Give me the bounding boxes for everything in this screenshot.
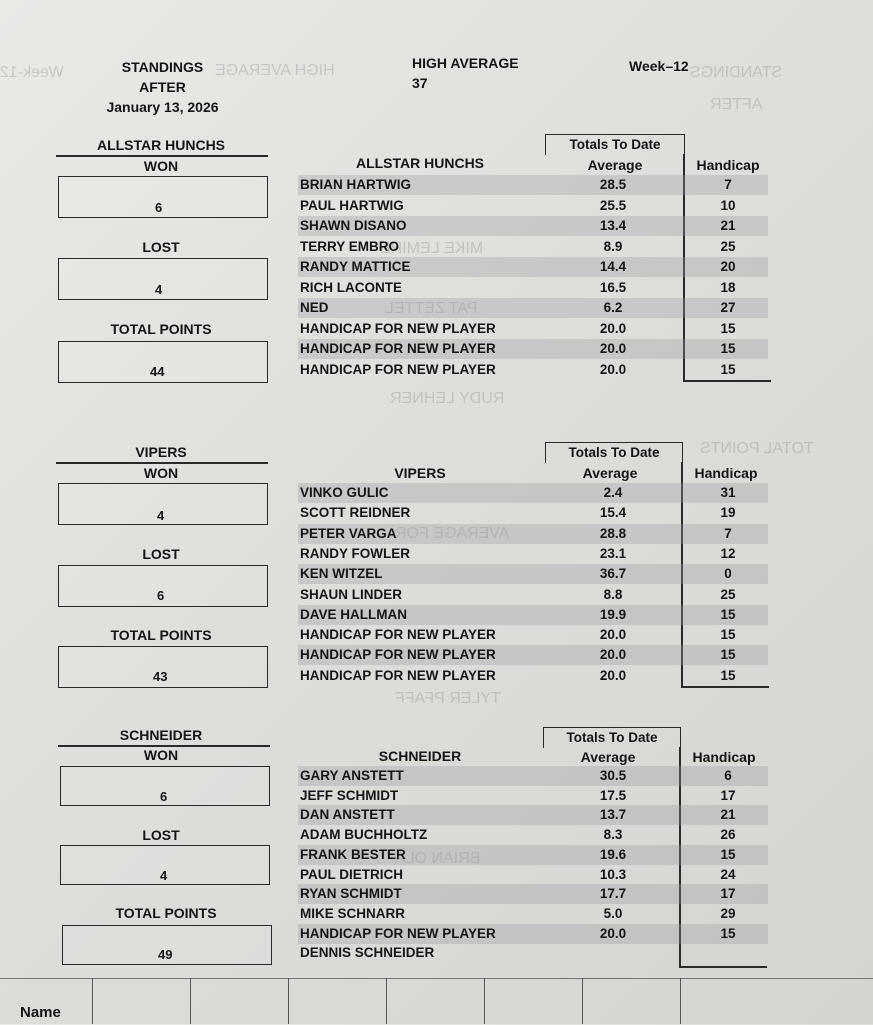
table-row [298,237,768,257]
player-average: 28.8 [599,525,627,541]
player-name: NED [300,300,329,315]
player-average: 5.0 [603,905,623,921]
player-handicap: 26 [720,827,736,843]
player-handicap: 10 [720,197,736,213]
player-handicap: 18 [720,279,736,295]
player-average: 2.4 [603,485,623,500]
player-handicap: 15 [720,925,736,941]
won-label: WON [143,465,179,481]
after-label: AFTER [139,79,186,95]
player-average: 30.5 [599,768,627,783]
player-average: 14.4 [599,259,627,274]
player-average: 13.4 [599,218,627,233]
total-points-label: TOTAL POINTS [110,321,212,337]
high-average-value: 37 [412,75,428,91]
lost-label: LOST [142,239,180,255]
roster-team-name: VIPERS [394,465,446,481]
player-handicap: 15 [720,846,736,862]
player-average: 20.0 [599,667,627,683]
table-row [298,645,768,665]
player-name: DENNIS SCHNEIDER [300,945,435,961]
player-average: 28.5 [599,177,627,192]
table-row [298,924,768,944]
player-name: FRANK BESTER [300,846,406,862]
handicap-header: Handicap [694,465,758,481]
player-name: SHAWN DISANO [300,218,407,233]
total-points-label: TOTAL POINTS [110,627,212,643]
player-average: 19.9 [599,606,627,622]
player-average: 16.5 [599,279,627,295]
player-name: HANDICAP FOR NEW PLAYER [300,627,496,643]
table-row [298,766,768,786]
won-label: WON [143,158,179,174]
table-row [298,666,768,686]
player-handicap: 6 [724,768,732,783]
won-value: 4 [157,508,165,523]
table-row [298,544,768,564]
player-handicap: 15 [720,606,736,622]
player-average: 20.0 [599,320,627,336]
team-name: VIPERS [135,444,187,460]
player-name: PAUL DIETRICH [300,866,404,882]
average-header: Average [582,465,638,481]
player-name: KEN WITZEL [300,566,383,582]
week-label: Week–12 [629,58,689,74]
player-average: 6.2 [603,300,623,315]
table-row [298,805,768,825]
player-name: PETER VARGA [300,525,397,541]
high-average-label: HIGH AVERAGE [412,55,519,71]
player-name: BRIAN HARTWIG [300,177,411,192]
table-row [298,845,768,865]
table-row [298,564,768,584]
standings-label: STANDINGS [121,59,204,75]
total-points-label: TOTAL POINTS [115,905,217,921]
player-name: RYAN SCHMIDT [300,886,402,902]
player-handicap: 21 [720,807,736,823]
player-average: 19.6 [599,846,627,862]
player-name: RICH LACONTE [300,279,402,295]
player-handicap: 15 [720,647,736,663]
player-name: HANDICAP FOR NEW PLAYER [300,361,496,377]
totals-to-date-header: Totals To Date [545,442,683,463]
team-name: ALLSTAR HUNCHS [96,137,226,153]
player-name: ADAM BUCHHOLTZ [300,827,428,843]
average-header: Average [587,157,643,173]
player-average: 8.8 [603,586,623,602]
roster-team-name: SCHNEIDER [378,748,462,764]
handicap-header: Handicap [696,157,760,173]
player-average: 13.7 [599,807,627,823]
player-average: 23.1 [599,545,627,561]
table-row [298,884,768,904]
player-average: 17.5 [599,787,627,803]
player-average: 10.3 [599,866,627,882]
table-row [298,257,768,277]
player-handicap: 25 [720,238,736,254]
won-value: 6 [160,789,168,804]
name-label: Name [20,1004,61,1021]
player-handicap: 15 [720,361,736,377]
total-points-value: 49 [158,947,173,962]
player-name: RANDY MATTICE [300,259,411,274]
player-name: HANDICAP FOR NEW PLAYER [300,647,496,663]
table-row [298,625,768,645]
player-average: 20.0 [599,341,627,356]
table-row [298,825,768,845]
player-name: HANDICAP FOR NEW PLAYER [300,341,496,356]
handicap-header: Handicap [692,749,756,765]
table-row [298,216,768,236]
player-handicap: 15 [720,667,736,683]
table-row [298,585,768,605]
table-row [298,278,768,298]
player-average: 8.9 [603,238,623,254]
table-row [298,483,768,503]
table-row [298,524,768,544]
player-name: HANDICAP FOR NEW PLAYER [300,320,496,336]
player-average: 15.4 [599,505,627,521]
table-row [298,175,768,195]
total-points-value: 44 [150,364,165,379]
player-average: 25.5 [599,197,627,213]
lost-label: LOST [142,827,180,843]
player-handicap: 15 [720,341,736,356]
player-handicap: 19 [720,505,736,521]
team-name: SCHNEIDER [119,727,203,743]
player-handicap: 17 [720,787,736,803]
player-average: 20.0 [599,361,627,377]
player-name: RANDY FOWLER [300,545,410,561]
player-handicap: 7 [724,525,732,541]
table-row [298,319,768,339]
player-handicap: 29 [720,905,736,921]
player-average: 20.0 [599,925,627,941]
player-handicap: 21 [720,218,736,233]
player-handicap: 15 [720,627,736,643]
table-row [298,196,768,216]
lost-label: LOST [142,546,180,562]
player-name: TERRY EMBRO [300,238,400,254]
lost-value: 4 [155,282,163,297]
table-row [298,298,768,318]
won-box [58,176,268,218]
table-row [298,605,768,625]
table-row [298,786,768,806]
player-name: PAUL HARTWIG [300,197,404,213]
player-handicap: 24 [720,866,736,882]
table-row [298,339,768,359]
roster-team-name: ALLSTAR HUNCHS [355,155,485,171]
lost-box [58,258,268,300]
player-name: JEFF SCHMIDT [300,787,399,803]
player-name: HANDICAP FOR NEW PLAYER [300,925,496,941]
player-name: DAVE HALLMAN [300,606,407,622]
total-points-value: 43 [153,669,168,684]
totals-to-date-header: Totals To Date [543,727,681,748]
player-name: SCOTT REIDNER [300,505,411,521]
player-average: 36.7 [599,566,627,582]
player-average: 8.3 [603,827,623,843]
player-handicap: 12 [720,545,736,561]
lost-value: 4 [160,868,168,883]
table-row [298,503,768,523]
player-handicap: 31 [720,485,736,500]
won-value: 6 [155,200,163,215]
player-average: 17.7 [599,886,627,902]
average-header: Average [580,749,636,765]
table-row [298,865,768,885]
table-row [298,943,768,963]
player-name: DAN ANSTETT [300,807,395,823]
won-label: WON [143,747,179,763]
player-name: HANDICAP FOR NEW PLAYER [300,667,496,683]
player-average: 20.0 [599,647,627,663]
player-handicap: 25 [720,586,736,602]
name-strip [0,978,873,1025]
player-handicap: 0 [724,566,732,582]
player-handicap: 27 [720,300,736,315]
lost-value: 6 [157,588,165,603]
table-row [298,360,768,380]
table-row [298,904,768,924]
player-name: VINKO GULIC [300,485,389,500]
player-name: GARY ANSTETT [300,768,404,783]
player-average: 20.0 [599,627,627,643]
standings-date: January 13, 2026 [106,99,219,115]
player-handicap: 7 [724,177,732,192]
player-handicap: 15 [720,320,736,336]
player-name: MIKE SCHNARR [300,905,406,921]
totals-to-date-header: Totals To Date [545,134,685,155]
player-name: SHAUN LINDER [300,586,403,602]
player-handicap: 17 [720,886,736,902]
player-handicap: 20 [720,259,736,274]
